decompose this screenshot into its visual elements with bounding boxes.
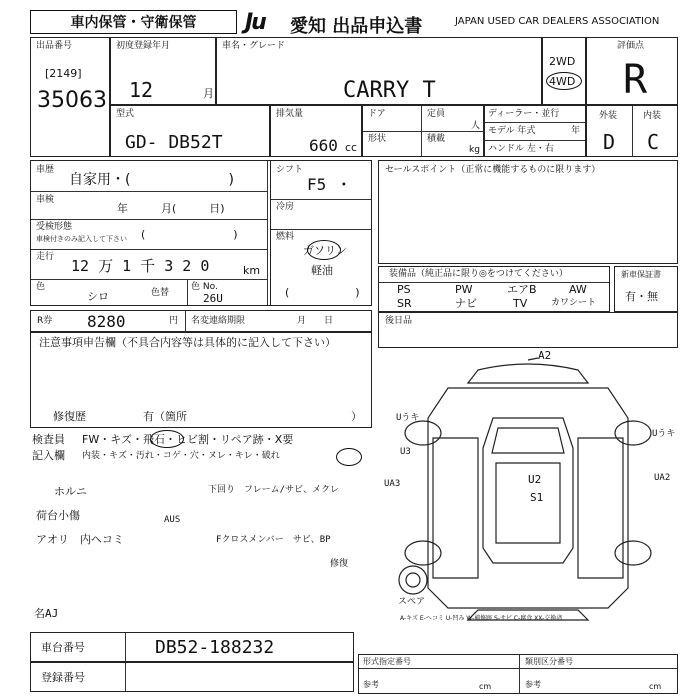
month-unit: 月 <box>203 87 214 100</box>
color-no-value: 26U <box>203 292 223 305</box>
sales-point-block <box>378 160 678 264</box>
memo-5: 下回り フレーム/サビ、メクレ <box>208 485 339 495</box>
color-change-label: 色替 <box>151 288 170 298</box>
drive-cell <box>542 37 586 105</box>
memo-1: ホルニ <box>54 485 87 498</box>
inspector-block <box>30 430 372 630</box>
load-unit: kg <box>469 145 480 155</box>
displacement-cell <box>270 105 362 157</box>
deadline-value: 月 日 <box>297 316 334 326</box>
warranty-value: 有・無 <box>625 290 658 303</box>
equipment-block <box>378 266 610 312</box>
inspection-value: 年 月( 日) <box>117 202 225 215</box>
equip-leather: カワシート <box>551 298 597 308</box>
lot-number: 35063 <box>37 88 107 113</box>
history-label: 車歴 <box>36 165 55 175</box>
chassis-value: DB52-188232 <box>155 637 275 658</box>
lot-sub: [2149] <box>45 67 82 80</box>
receive-value: ( ) <box>141 228 238 241</box>
first-reg-label: 初度登録年月 <box>116 41 171 51</box>
car-name-label: 車名・グレード <box>222 41 286 51</box>
equip-navi: ナビ <box>455 297 477 310</box>
warranty-block <box>614 266 678 312</box>
disp-label: 排気量 <box>276 109 304 119</box>
equip-ps: PS <box>397 283 411 296</box>
ext-label: 外装 <box>599 111 618 121</box>
ref-label-1: 参考 <box>363 680 379 689</box>
equip-pw: PW <box>455 283 473 296</box>
deadline-label: 名変連絡期限 <box>191 316 246 326</box>
damage-diagram <box>378 348 678 628</box>
disp-unit: cc <box>345 141 358 154</box>
recycle-label: R券 <box>37 316 53 326</box>
spare-label: スペア <box>398 597 426 607</box>
equip-aw: AW <box>569 283 587 296</box>
rear-items-block <box>378 312 678 348</box>
memo-2: 荷台小傷 <box>36 509 80 522</box>
chassis-row <box>30 632 354 662</box>
model-value: GD- DB52T <box>125 132 223 153</box>
handle-label: ハンドル 左・右 <box>488 144 554 154</box>
fuel-label: 燃料 <box>276 232 295 242</box>
mark-left-low: UA3 <box>384 479 401 489</box>
model-no-row <box>358 654 678 694</box>
inspector-label-1: 検査員 <box>32 433 65 446</box>
chassis-label: 車台番号 <box>41 641 85 654</box>
receive-note: 車検付きのみ記入して下さい <box>36 235 127 243</box>
mileage-unit: km <box>243 264 261 277</box>
fw-line: FW・キズ・飛石・ヒビ割・リペア跡・X要 <box>82 433 294 446</box>
disp-value: 660 <box>309 136 338 155</box>
repair-value: 有（箇所 <box>143 410 187 423</box>
car-outline-drawing <box>378 348 678 628</box>
mark-u2: U2 <box>528 473 542 486</box>
car-name-value: CARRY T <box>343 78 436 103</box>
mileage-value: 12 万 1 千 3 2 0 <box>71 257 210 275</box>
car-name-cell <box>216 37 542 105</box>
receive-label: 受検形態 <box>36 222 73 232</box>
lot-number-cell <box>30 37 110 157</box>
shift-label: シフト <box>276 165 304 175</box>
cm-unit-2: cm <box>649 682 662 691</box>
int-value: C <box>647 130 660 154</box>
first-reg-cell <box>110 37 216 105</box>
notes-block <box>30 332 372 428</box>
memo-7: 修復 <box>330 559 349 569</box>
drive-4wd: 4WD <box>549 75 576 88</box>
equipment-label: 装備品（純正品に限り◎をつけてください） <box>389 269 568 279</box>
fuel-paren: ( ) <box>285 286 360 299</box>
model-year-label: モデル 年式 <box>488 126 536 136</box>
load-label: 積載 <box>427 134 446 144</box>
shape-label: 形状 <box>368 134 387 144</box>
sales-point-label: セールスポイント（正常に機能するものに限ります） <box>385 165 601 175</box>
repair-paren-close: ） <box>351 410 362 423</box>
door-shape-cell <box>362 105 484 157</box>
mark-right-low: UA2 <box>654 473 671 483</box>
drive-2wd: 2WD <box>549 55 576 68</box>
model-label: 型式 <box>116 109 135 119</box>
fuel-circle <box>307 240 341 260</box>
shape-model-label: 形式指定番号 <box>363 657 411 666</box>
first-reg-year: 12 <box>129 78 154 102</box>
memo-6: Fクロスメンバー サビ、BP <box>216 535 331 545</box>
model-cell <box>110 105 270 157</box>
int-label: 内装 <box>643 111 662 121</box>
shift-block <box>270 160 372 306</box>
reg-label: 登録番号 <box>41 671 85 684</box>
ac-label: 冷房 <box>276 202 295 212</box>
mark-left-upper: Uうキ <box>396 413 420 423</box>
english-title: JAPAN USED CAR DEALERS ASSOCIATION <box>455 16 660 27</box>
class-model-label: 類別区分番号 <box>525 657 573 666</box>
memo-8: 名AJ <box>34 607 59 620</box>
mark-s1: S1 <box>530 491 544 504</box>
equip-tv: TV <box>513 297 528 310</box>
memo-3: アオリ 内ヘコミ <box>36 533 124 546</box>
mark-a2-top: A2 <box>538 349 552 362</box>
storage-banner: 車内保管・守衛保管 <box>30 10 237 34</box>
year-unit: 年 <box>571 126 581 136</box>
dealer-cell <box>484 105 586 157</box>
equip-airbag: エアB <box>507 283 537 296</box>
torn-circle <box>336 448 362 466</box>
ref-label-2: 参考 <box>525 680 541 689</box>
warranty-label: 新車保証書 <box>621 270 661 279</box>
dealer-label: ディーラー・並行 <box>488 109 560 119</box>
notes-label: 注意事項申告欄（不具合内容等は具体的に記入して下さい） <box>39 336 336 349</box>
drive-circle <box>546 72 582 90</box>
shift-value: F5 ・ <box>307 175 352 194</box>
legend-text: A-キズ E-ヘコミ U-凹み W-補修跡 S-サビ C-腐食 XX-交換済 <box>400 615 563 622</box>
fuel-diesel: 軽油 <box>311 264 333 277</box>
color-label: 色 <box>36 282 46 292</box>
lot-label: 出品番号 <box>36 41 73 51</box>
flying-stone-circle <box>150 430 184 448</box>
recycle-value: 8280 <box>87 312 126 331</box>
mark-right-upper: Uうキ <box>652 429 676 439</box>
memo-4: AUS <box>164 515 181 525</box>
color-no-label: 色 No. <box>191 282 218 292</box>
reg-row <box>30 662 354 692</box>
score-cell <box>586 37 678 105</box>
ext-value: D <box>603 130 616 154</box>
cm-unit-1: cm <box>479 682 492 691</box>
equip-sr: SR <box>397 297 412 310</box>
history-value: 自家用・( ) <box>69 172 234 188</box>
door-label: ドア <box>368 109 386 119</box>
form-title: 愛知 出品申込書 <box>290 16 423 37</box>
capacity-label: 定員 <box>427 109 446 119</box>
mark-left-mid: U3 <box>400 447 411 457</box>
inspector-label-2: 記入欄 <box>32 449 65 462</box>
recycle-row <box>30 310 372 332</box>
recycle-unit: 円 <box>169 316 179 326</box>
int-line: 内装・キズ・汚れ・コゲ・穴・ヌレ・キレ・破れ <box>82 451 280 461</box>
inspection-label: 車検 <box>36 195 55 205</box>
ju-logo: Ju <box>245 10 265 35</box>
color-value: シロ <box>87 290 109 303</box>
rear-label: 後日品 <box>385 316 413 326</box>
score-value: R <box>623 57 648 103</box>
score-label: 評価点 <box>617 41 645 51</box>
repair-label: 修復歴 <box>53 410 86 423</box>
capacity-unit: 人 <box>471 121 481 131</box>
ext-int-cell <box>586 105 678 157</box>
mileage-label: 走行 <box>36 252 55 262</box>
fuel-gas: ガソリン <box>303 244 347 257</box>
